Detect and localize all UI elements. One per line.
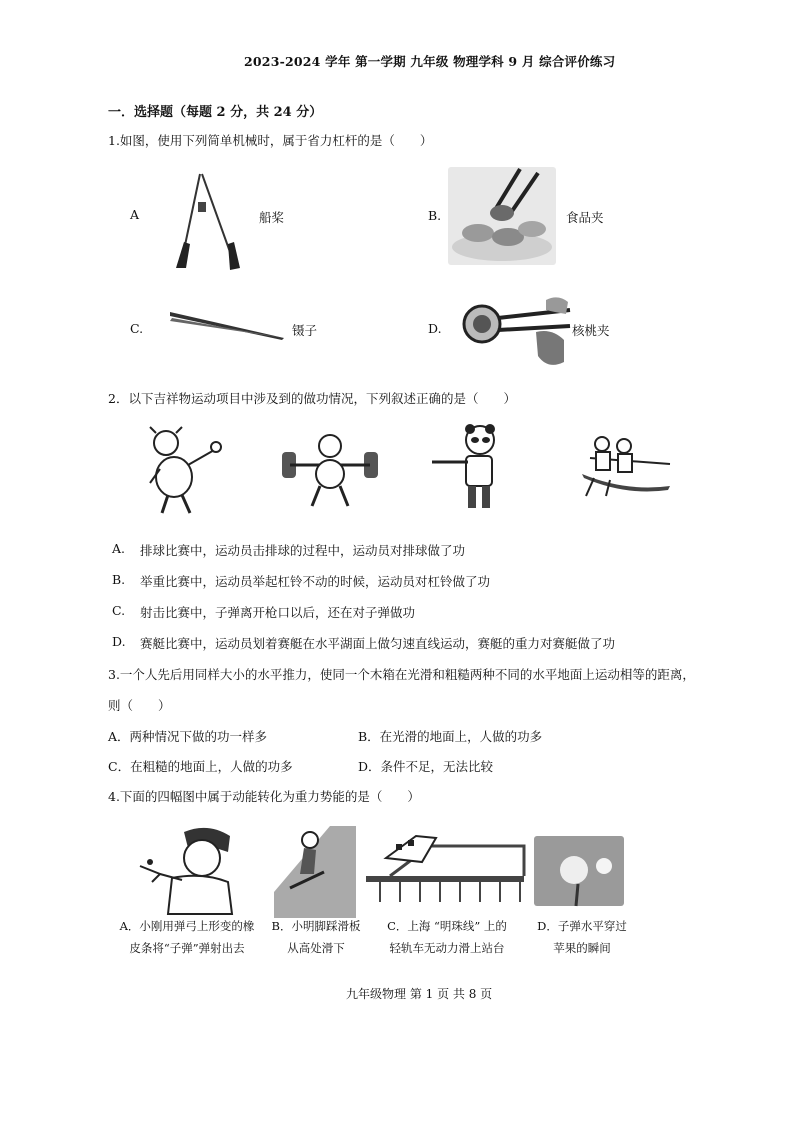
mascot-weightlifting-icon bbox=[280, 430, 380, 510]
q4-stem: 4.下面的四幅图中属于动能转化为重力势能的是（ ） bbox=[108, 789, 420, 804]
q3-option-b: B．在光滑的地面上，人做的功多 bbox=[358, 729, 543, 744]
food-tongs-icon bbox=[448, 167, 556, 265]
q4-caption-c: C．上海 “明珠线” 上的 轻轨车无动力滑上站台 bbox=[387, 919, 507, 955]
q2-option-a-text: 排球比赛中，运动员击排球的过程中，运动员对排球做了功 bbox=[140, 543, 466, 558]
q1-stem: 1.如图，使用下列简单机械时，属于省力杠杆的是（ ） bbox=[108, 133, 433, 148]
q2-option-c-text: 射击比赛中，子弹离开枪口以后，还在对子弹做功 bbox=[140, 605, 416, 620]
section-title: 一．选择题（每题 2 分，共 24 分） bbox=[108, 105, 323, 120]
q3-option-d: D．条件不足，无法比较 bbox=[358, 759, 494, 774]
q2-option-b-letter: B. bbox=[112, 572, 126, 587]
mascot-shooting-icon bbox=[428, 422, 508, 514]
q2-option-a-letter: A. bbox=[112, 541, 126, 556]
q2-option-b-text: 举重比赛中，运动员举起杠铃不动的时候，运动员对杠铃做了功 bbox=[140, 574, 491, 589]
light-rail-station-icon bbox=[366, 832, 526, 904]
bullet-apple-icon bbox=[534, 836, 624, 906]
q4-caption-a: A．小刚用弹弓上形变的橡 皮条将“子弹”弹射出去 bbox=[119, 919, 255, 955]
tweezers-icon bbox=[168, 308, 286, 342]
q2-option-c-letter: C. bbox=[112, 603, 126, 618]
q2-stem: 2．以下吉祥物运动项目中涉及到的做功情况，下列叙述正确的是（ ） bbox=[108, 391, 516, 406]
q1-option-d-letter: D. bbox=[428, 321, 442, 336]
q1-option-d-label: 核桃夹 bbox=[572, 323, 610, 338]
q2-option-d-letter: D. bbox=[112, 634, 126, 649]
q1-option-a-label: 船桨 bbox=[259, 210, 285, 225]
q1-option-b-label: 食品夹 bbox=[566, 210, 604, 225]
nutcracker-icon bbox=[460, 292, 572, 376]
q3-stem-line1: 3.一个人先后用同样大小的水平推力，使同一个木箱在光滑和粗糙两种不同的水平地面上运动相等的距离， bbox=[108, 667, 695, 682]
mascot-rowing-icon bbox=[580, 434, 672, 498]
mascot-volleyball-icon bbox=[140, 425, 228, 517]
q2-option-d-text: 赛艇比赛中，运动员划着赛艇在水平湖面上做匀速直线运动，赛艇的重力对赛艇做了功 bbox=[140, 636, 616, 651]
oars-icon bbox=[172, 172, 242, 272]
q1-option-a-letter: A bbox=[130, 207, 140, 222]
q3-option-c: C．在粗糙的地面上，人做的功多 bbox=[108, 759, 293, 774]
q3-option-a: A．两种情况下做的功一样多 bbox=[108, 729, 268, 744]
q1-option-c-label: 镊子 bbox=[292, 323, 318, 338]
exam-header: 2023-2024 学年 第一学期 九年级 物理学科 9 月 综合评价练习 bbox=[244, 54, 616, 69]
skateboard-slope-icon bbox=[270, 826, 360, 918]
q1-option-c-letter: C. bbox=[130, 321, 144, 336]
q4-caption-d: D．子弹水平穿过 苹果的瞬间 bbox=[537, 919, 627, 955]
q3-stem-line2: 则（ ） bbox=[108, 698, 171, 713]
page-footer: 九年级物理 第 1 页 共 8 页 bbox=[346, 987, 493, 1001]
q1-option-b-letter: B. bbox=[428, 208, 442, 223]
q4-caption-b: B．小明脚踩滑板 从高处滑下 bbox=[271, 919, 361, 955]
slingshot-boy-icon bbox=[132, 822, 250, 914]
